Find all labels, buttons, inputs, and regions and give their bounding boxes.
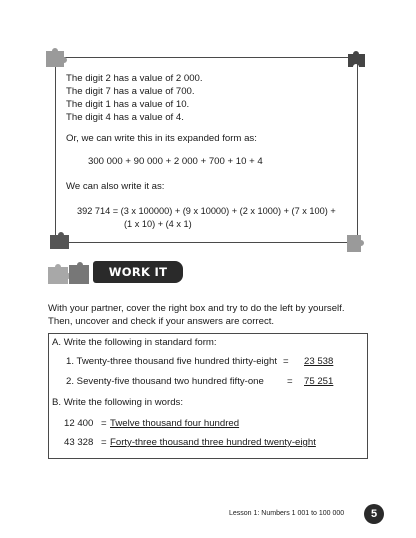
part-b-heading: B. Write the following in words: [52,397,183,408]
page-number: 5 [364,504,384,524]
digit-value-line: The digit 2 has a value of 2 000. [66,73,203,84]
also-intro: We can also write it as: [66,181,165,192]
item-b1-answer: Twelve thousand four hundred [110,418,240,429]
item-a1-answer: 23 538 [304,356,334,367]
digit-value-line: The digit 1 has a value of 10. [66,99,190,110]
puzzle-piece-icon [344,232,368,254]
item-b1-number: 12 400 [64,418,94,429]
equation-line: (1 x 10) + (4 x 1) [124,219,192,229]
equals-sign: = [287,376,293,387]
instruction-line: With your partner, cover the right box and try to do the left by yourself. [48,303,345,314]
part-a-heading: A. Write the following in standard form: [52,337,217,348]
instruction-line: Then, uncover and check if your answers are correct. [48,316,275,327]
expanded-form: 300 000 + 90 000 + 2 000 + 700 + 10 + 4 [88,156,263,167]
work-it-out-banner: WORK IT OUT [93,261,183,283]
equals-sign: = [101,437,107,448]
puzzle-piece-icon [48,232,72,252]
equals-sign: = [283,356,289,367]
equation-line: 392 714 = (3 x 100000) + (9 x 10000) + (2 x 1000) + (7 x 100) + [77,206,336,216]
digit-value-line: The digit 7 has a value of 700. [66,86,195,97]
item-a2-label: 2. Seventy-five thousand two hundred fifty-one [66,376,264,387]
equals-sign: = [101,418,107,429]
lesson-footer: Lesson 1: Numbers 1 001 to 100 000 [229,510,345,517]
item-b2-number: 43 328 [64,437,94,448]
puzzle-piece-icon [345,48,369,70]
expanded-intro: Or, we can write this in its expanded form as: [66,133,257,144]
digit-value-line: The digit 4 has a value of 4. [66,112,184,123]
item-b2-answer: Forty-three thousand three hundred twenty-eight [110,437,316,448]
puzzle-pieces-icon [47,262,97,286]
puzzle-piece-icon [44,46,68,68]
item-a2-answer: 75 251 [304,376,334,387]
item-a1-label: 1. Twenty-three thousand five hundred thirty-eight [66,356,278,367]
